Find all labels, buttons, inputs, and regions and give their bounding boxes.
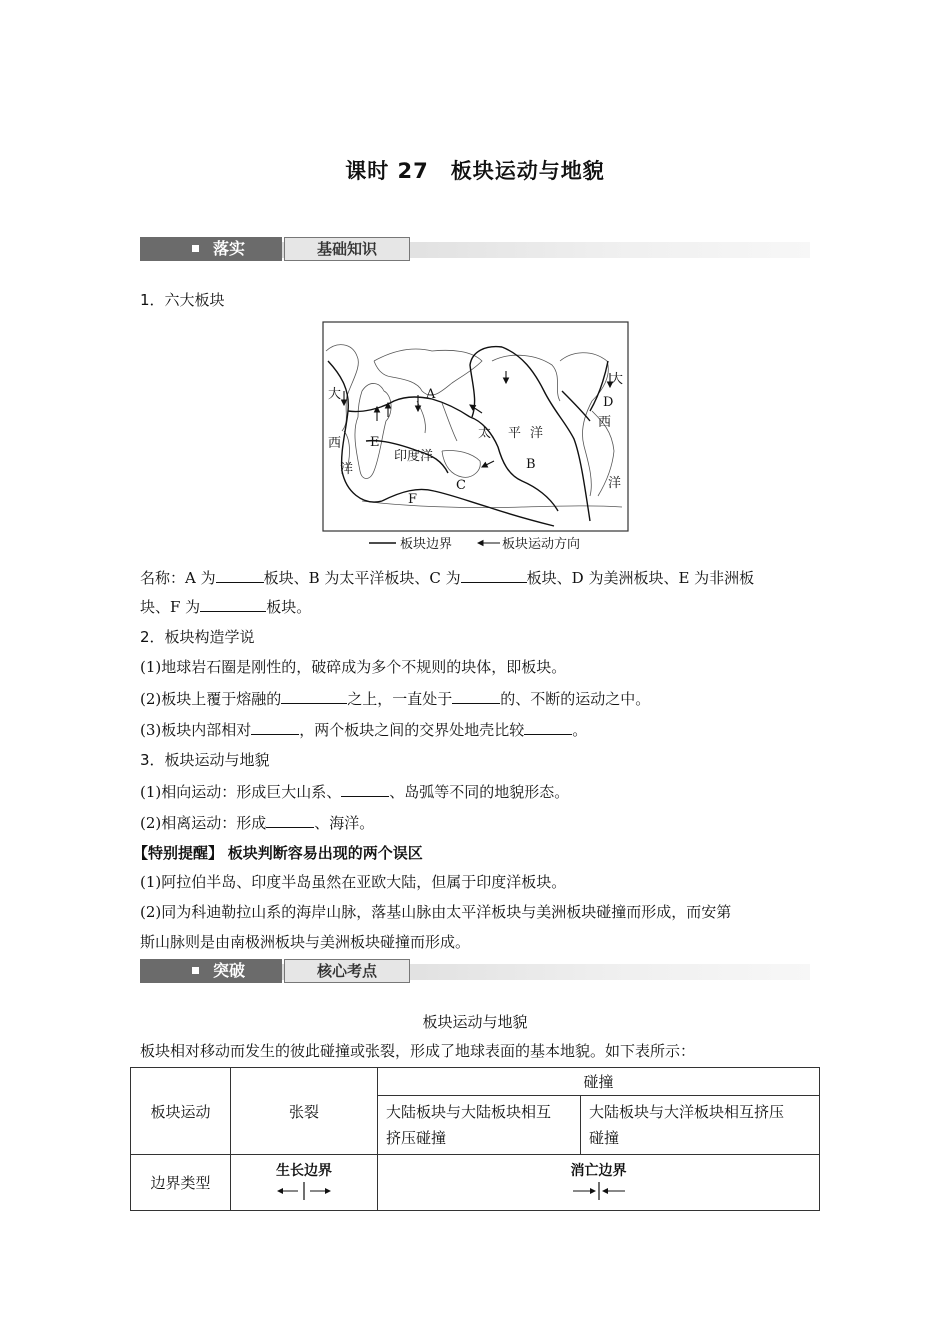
answer-blank[interactable] xyxy=(266,811,314,828)
q3-line-1: (1)相向运动：形成巨大山系、 、岛弧等不同的地貌形态。 xyxy=(140,780,812,803)
page-title: 课时 27 板块运动与地貌 xyxy=(345,159,605,183)
cell-subduction-boundary xyxy=(378,1155,820,1211)
plate-letter: F xyxy=(408,492,418,507)
world-plate-map xyxy=(322,321,629,556)
section-tag: 落实 xyxy=(213,239,246,258)
ocean-label: 西 xyxy=(598,415,612,430)
ocean-label: 西 xyxy=(328,436,342,451)
q2-line-2: (2)板块上覆于熔融的 之上，一直处于 的、不断的运动之中。 xyxy=(140,687,812,710)
answer-blank[interactable] xyxy=(200,595,266,612)
cell-rift: 张裂 xyxy=(231,1068,378,1155)
core-intro: 板块相对移动而发生的彼此碰撞或张裂，形成了地球表面的基本地貌。如下表所示： xyxy=(140,1042,696,1060)
plate-map-figure xyxy=(322,321,629,556)
plate-letter: B xyxy=(526,457,536,472)
tip-tag: 【特别提醒】 xyxy=(133,844,224,862)
tip-line-1: (1)阿拉伯半岛、印度半岛虽然在亚欧大陆，但属于印度洋板块。 xyxy=(140,873,567,891)
q2-line-3: (3)板块内部相对 ，两个板块之间的交界处地壳比较 。 xyxy=(140,718,812,741)
tip-heading xyxy=(133,842,805,864)
answer-blank[interactable] xyxy=(341,780,389,797)
cell-continent-ocean: 大陆板块与大洋板块相互挤压 碰撞 xyxy=(581,1096,820,1155)
ocean-label: 洋 xyxy=(530,426,544,441)
q1-heading: 1．六大板块 xyxy=(140,291,225,309)
tip-line-3: 斯山脉则是由南极洲板块与美洲板块碰撞而形成。 xyxy=(140,933,471,951)
ocean-label: 大 xyxy=(610,372,624,387)
section-header-core xyxy=(140,959,810,985)
answer-blank[interactable] xyxy=(216,566,264,583)
q2-line-1: (1)地球岩石圈是刚性的，破碎成为多个不规则的块体，即板块。 xyxy=(140,658,567,676)
section-header-basics xyxy=(140,237,810,263)
cell-collide: 碰撞 xyxy=(378,1068,820,1096)
q3-heading: 3．板块运动与地貌 xyxy=(140,751,270,769)
answer-blank[interactable] xyxy=(251,718,299,735)
cell-boundary-label: 边界类型 xyxy=(131,1155,231,1211)
plate-letter: C xyxy=(456,478,466,493)
names-line-1: 名称：A 为 板块、B 为太平洋板块、C 为 板块、D 为美洲板块、E 为非洲板 xyxy=(140,566,812,589)
plate-letter: A xyxy=(426,387,436,402)
square-bullet-icon xyxy=(192,967,199,974)
square-bullet-icon xyxy=(192,245,199,252)
names-line-2: 块、F 为 板块。 xyxy=(140,595,812,618)
ocean-label: 平 xyxy=(508,426,522,441)
section-tag: 突破 xyxy=(213,961,246,980)
plate-motion-table xyxy=(130,1067,820,1211)
section-label: 核心考点 xyxy=(284,959,410,983)
tip-title: 板块判断容易出现的两个误区 xyxy=(227,844,423,862)
section-label: 基础知识 xyxy=(284,237,410,261)
ocean-label: 洋 xyxy=(340,462,354,477)
plate-letter: D xyxy=(603,395,614,410)
answer-blank[interactable] xyxy=(524,718,572,735)
growth-boundary-label: 生长边界 xyxy=(276,1162,332,1179)
cell-continent-continent: 大陆板块与大陆板块相互 挤压碰撞 xyxy=(378,1096,581,1155)
legend-direction-label: 板块运动方向 xyxy=(502,537,581,552)
core-heading: 板块运动与地貌 xyxy=(422,1013,528,1031)
ocean-label: 太 xyxy=(478,426,492,441)
legend-boundary-label: 板块边界 xyxy=(400,537,453,552)
answer-blank[interactable] xyxy=(281,687,347,704)
q3-line-2: (2)相离运动：形成 、海洋。 xyxy=(140,811,812,834)
plate-letter: E xyxy=(370,435,380,450)
q2-heading: 2．板块构造学说 xyxy=(140,628,255,646)
converging-arrows-icon xyxy=(569,1180,629,1202)
subduction-boundary-label: 消亡边界 xyxy=(570,1162,627,1179)
ocean-label: 大 xyxy=(328,387,342,402)
cell-motion-label: 板块运动 xyxy=(131,1068,231,1155)
tip-line-2: (2)同为科迪勒拉山系的海岸山脉，落基山脉由太平洋板块与美洲板块碰撞而形成，而安第 xyxy=(140,903,732,921)
ocean-label: 洋 xyxy=(608,476,622,491)
cell-growth-boundary xyxy=(231,1155,378,1211)
answer-blank[interactable] xyxy=(452,687,500,704)
diverging-arrows-icon xyxy=(274,1180,334,1202)
ocean-label: 印度洋 xyxy=(394,449,434,464)
answer-blank[interactable] xyxy=(461,566,527,583)
